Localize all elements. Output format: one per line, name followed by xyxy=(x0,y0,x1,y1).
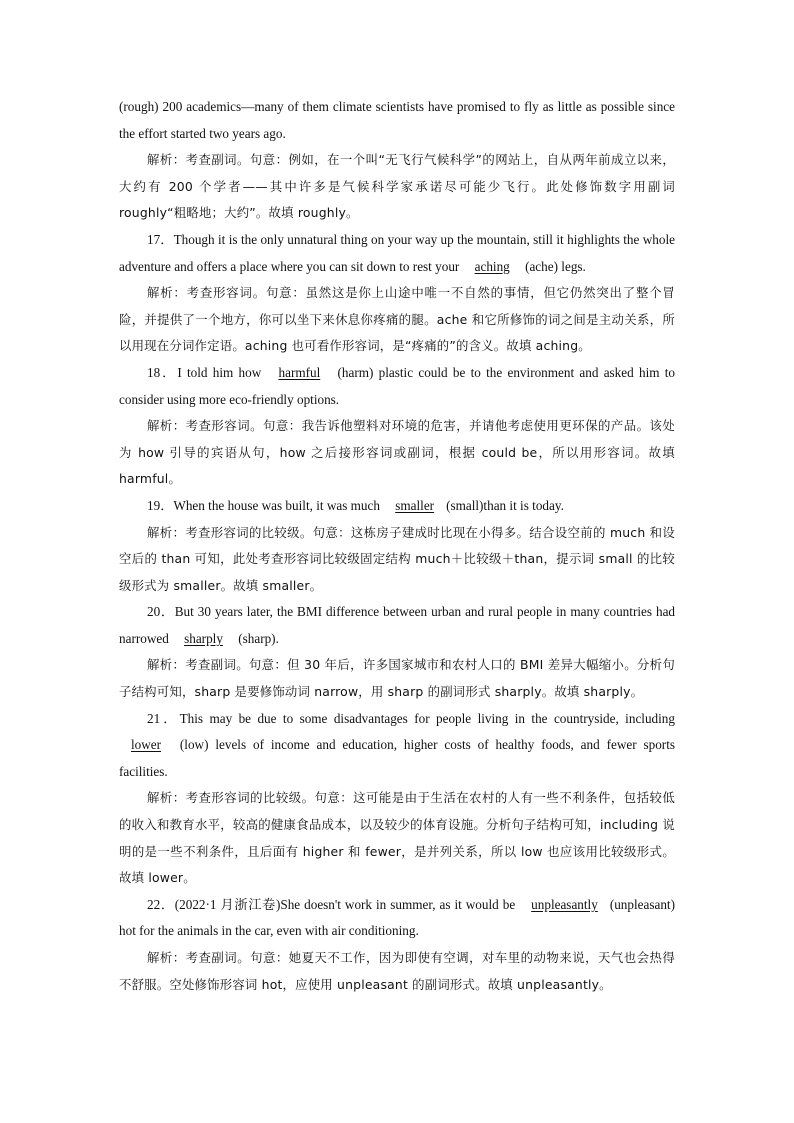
question-text-after: (low) levels of income and education, higher costs of healthy foods, and fewer sports facilities. xyxy=(119,737,675,779)
explanation-label: 解析： xyxy=(147,950,186,965)
explanation-text: 考查形容词的比较级。句意：这栋房子建成时比现在小得多。结合设空前的 much 和设空后的 than 可知，此处考查形容词比较级固定结构 much＋比较级＋than，提示词 small 的比较级形式为 smaller。故填 smaller。 xyxy=(119,524,675,593)
explanation-22 xyxy=(119,945,675,998)
question-number: 19． xyxy=(147,497,174,513)
explanation-19 xyxy=(119,520,675,600)
explanation-text: 考查副词。句意：她夏天不工作，因为即使有空调，对车里的动物来说，天气也会热得不舒服。空处修饰形容词 hot，应使用 unpleasant 的副词形式。故填 unpleasantly。 xyxy=(119,950,675,992)
question-number: 18． xyxy=(147,364,178,380)
explanation-text: 考查副词。句意：例如，在一个叫“无飞行气候科学”的网站上，自从两年前成立以来，大约有 200 个学者——其中许多是气候科学家承诺尽可能少飞行。此处修饰数字用副词 roughly“粗略地；大约”。故填 roughly。 xyxy=(119,152,675,221)
answer-blank: smaller xyxy=(395,497,435,513)
explanation-label: 解析： xyxy=(147,524,186,540)
question-20 xyxy=(119,599,675,652)
answer-blank: unpleasantly xyxy=(531,896,598,912)
explanation-text: 考查形容词。句意：虽然这是你上山途中唯一不自然的事情，但它仍然突出了整个冒险，并提供了一个地方，你可以坐下来休息你疼痛的腿。ache 和它所修饰的词之间是主动关系，所以用现在分词作定语。aching 也可看作形容词，是“疼痛的”的含义。故填 aching。 xyxy=(119,285,675,354)
explanation-text: 考查形容词。句意：我告诉他塑料对环境的危害，并请他考虑使用更环保的产品。该处为 how 引导的宾语从句，how 之后接形容词或副词，根据 could be，所以用形容词。故填 harmful。 xyxy=(119,418,675,487)
explanation-label: 解析： xyxy=(147,285,187,301)
explanation-label: 解析： xyxy=(147,790,186,806)
explanation-18 xyxy=(119,413,675,493)
question-text-after: (unpleasant) hot for the animals in the car, even with air conditioning. xyxy=(119,896,675,939)
answer-blank: harmful xyxy=(278,364,321,380)
question-text-after: (small)than it is today. xyxy=(446,497,564,513)
answer-blank: aching xyxy=(474,258,510,274)
question-17 xyxy=(119,227,675,280)
question-number: 20． xyxy=(147,604,175,620)
explanation-text: 考查副词。句意：但 30 年后，许多国家城市和农村人口的 BMI 差异大幅缩小。分析句子结构可知，sharp 是要修饰动词 narrow，用 sharp 的副词形式 sharply。故填 sharply。 xyxy=(119,657,676,700)
answer-blank: lower xyxy=(131,737,162,753)
question-text-after: (sharp). xyxy=(238,630,279,646)
question-text-after: (ache) legs. xyxy=(525,258,586,274)
question-text: This may be due to some disadvantages for people living in the countryside, including xyxy=(179,710,675,726)
explanation-20 xyxy=(119,652,675,705)
question-18 xyxy=(119,360,675,413)
question-text: I told him how xyxy=(177,364,262,380)
intro-explanation xyxy=(119,147,675,227)
explanation-label: 解析： xyxy=(147,418,186,434)
page-content xyxy=(119,94,675,998)
question-number: 21． xyxy=(147,710,180,726)
question-text: (2022·1 月浙江卷)She doesn't work in summer, as it would be xyxy=(174,896,516,912)
explanation-text: 考查形容词的比较级。句意：这可能是由于生活在农村的人有一些不利条件，包括较低的收入和教育水平，较高的健康食品成本，以及较少的体育设施。分析句子结构可知，including 说明的是一些不利条件，且后面有 higher 和 fewer，是并列关系，所以 low 也应该用比较级形式。故填 lower。 xyxy=(119,790,675,886)
explanation-label: 解析： xyxy=(147,657,186,673)
question-number: 17． xyxy=(147,231,174,247)
explanation-17 xyxy=(119,280,675,360)
question-19 xyxy=(119,493,675,520)
intro-sentence xyxy=(119,94,675,147)
question-22 xyxy=(119,892,675,945)
question-text: When the house was built, it was much xyxy=(173,497,380,513)
intro-text: (rough) 200 academics—many of them climate scientists have promised to fly as little as possible since the effort started two years ago. xyxy=(119,99,675,141)
question-text: Though it is the only unnatural thing on your way up the mountain, still it highlights the whole adventure and offers a place where you can sit down to rest your xyxy=(119,231,675,274)
question-text: But 30 years later, the BMI difference between urban and rural people in many countries had narrowed xyxy=(119,604,676,646)
question-21 xyxy=(119,706,675,786)
question-text-after: (harm) plastic could be to the environment and asked him to consider using more eco-friendly options. xyxy=(119,364,676,407)
answer-blank: sharply xyxy=(184,630,223,646)
question-number: 22． xyxy=(147,896,175,912)
explanation-21 xyxy=(119,785,675,891)
explanation-label: 解析： xyxy=(147,152,186,168)
